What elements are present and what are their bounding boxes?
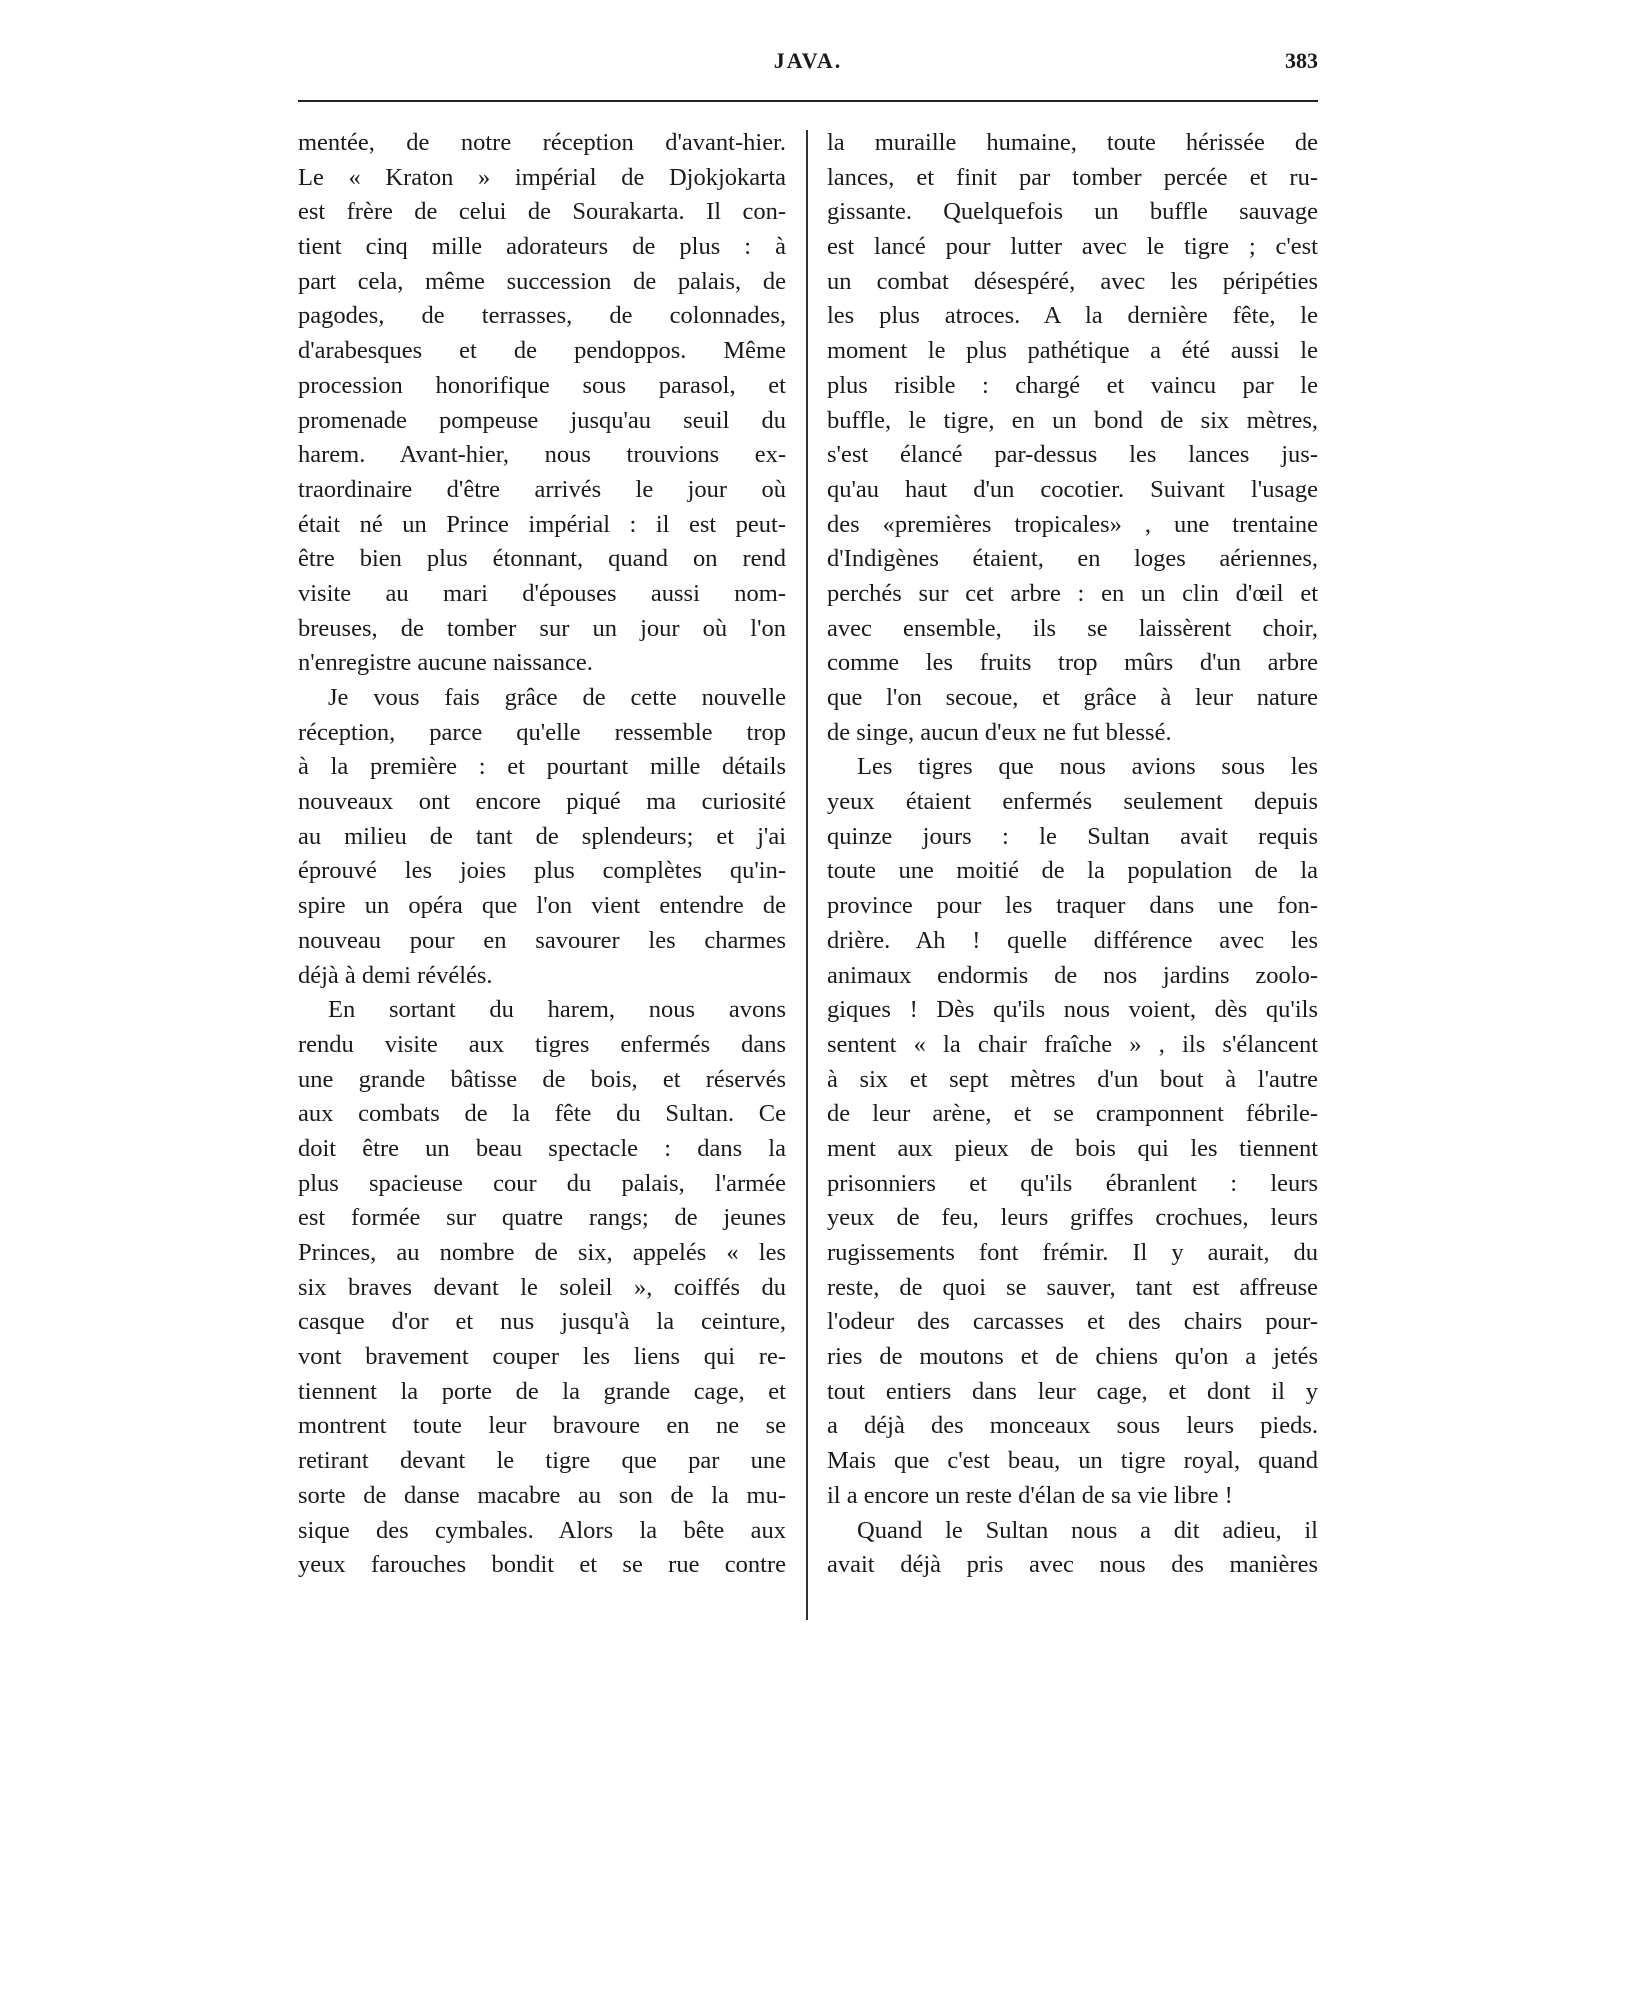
text-line: la muraille humaine, toute hérissée de xyxy=(827,129,1318,156)
text-line: drière. Ah ! quelle différence avec les xyxy=(827,926,1318,954)
text-line: gissante. Quelquefois un buffle sauvage xyxy=(827,198,1318,226)
text-line: les plus atroces. A la dernière fête, le xyxy=(827,302,1318,330)
text-line: doit être un beau spectacle : dans la xyxy=(298,1134,786,1162)
text-line: province pour les traquer dans une fon- xyxy=(827,892,1318,920)
text-line: au milieu de tant de splendeurs; et j'ai xyxy=(298,822,786,850)
text-line: ries de moutons et de chiens qu'on a jetés xyxy=(827,1343,1318,1371)
text-line: est lancé pour lutter avec le tigre ; c'est xyxy=(827,233,1318,261)
text-line: yeux farouches bondit et se rue contre xyxy=(298,1551,786,1579)
text-line: animaux endormis de nos jardins zoolo- xyxy=(827,961,1318,989)
text-line: Princes, au nombre de six, appelés « les xyxy=(298,1239,786,1266)
text-line: sentent « la chair fraîche » , ils s'élancent xyxy=(827,1030,1318,1058)
text-line: tient cinq mille adorateurs de plus : à xyxy=(298,233,786,261)
text-line: une grande bâtisse de bois, et réservés xyxy=(298,1065,786,1093)
text-line: moment le plus pathétique a été aussi le xyxy=(827,337,1318,365)
text-line: En sortant du harem, nous avons xyxy=(328,996,786,1024)
text-line: prisonniers et qu'ils ébranlent : leurs xyxy=(827,1169,1318,1197)
text-line: que l'on secoue, et grâce à leur nature xyxy=(827,684,1318,711)
text-line: à six et sept mètres d'un bout à l'autre xyxy=(827,1065,1318,1093)
text-line: qu'au haut d'un cocotier. Suivant l'usage xyxy=(827,475,1318,503)
text-line: montrent toute leur bravoure en ne se xyxy=(298,1412,786,1440)
text-line: Le « Kraton » impérial de Djokjokarta xyxy=(298,163,786,191)
column-divider xyxy=(806,130,808,1620)
text-line: ment aux pieux de bois qui les tiennent xyxy=(827,1134,1318,1162)
text-line: avait déjà pris avec nous des manières xyxy=(827,1551,1318,1579)
right-column xyxy=(827,126,1318,1583)
text-line: réception, parce qu'elle ressemble trop xyxy=(298,718,786,746)
text-line: toute une moitié de la population de la xyxy=(827,857,1318,885)
text-line: est formée sur quatre rangs; de jeunes xyxy=(298,1204,786,1232)
text-line: Je vous fais grâce de cette nouvelle xyxy=(328,684,786,711)
text-line: quinze jours : le Sultan avait requis xyxy=(827,822,1318,850)
text-line: sorte de danse macabre au son de la mu- xyxy=(298,1481,786,1509)
text-line: s'est élancé par-dessus les lances jus- xyxy=(827,441,1318,469)
text-line: Quand le Sultan nous a dit adieu, il xyxy=(857,1516,1318,1544)
text-line: pagodes, de terrasses, de colonnades, xyxy=(298,302,786,330)
text-line: était né un Prince impérial : il est peut- xyxy=(298,510,786,538)
text-line: plus risible : chargé et vaincu par le xyxy=(827,371,1318,399)
text-line: retirant devant le tigre que par une xyxy=(298,1447,786,1475)
text-line: vont bravement couper les liens qui re- xyxy=(298,1343,786,1371)
text-line: d'Indigènes étaient, en loges aériennes, xyxy=(827,545,1318,573)
text-line: tout entiers dans leur cage, et dont il y xyxy=(827,1377,1318,1405)
text-line: visite au mari d'épouses aussi nom- xyxy=(298,579,786,607)
text-line: promenade pompeuse jusqu'au seuil du xyxy=(298,406,786,434)
text-line: l'odeur des carcasses et des chairs pour- xyxy=(827,1308,1318,1336)
text-line: breuses, de tomber sur un jour où l'on xyxy=(298,614,786,642)
running-head xyxy=(298,42,1318,82)
running-title: JAVA. xyxy=(773,48,843,73)
text-line: mentée, de notre réception d'avant-hier. xyxy=(298,129,786,156)
text-line: sique des cymbales. Alors la bête aux xyxy=(298,1516,786,1544)
text-line: nouveaux ont encore piqué ma curiosité xyxy=(298,788,786,816)
left-column xyxy=(298,126,786,1583)
text-line: être bien plus étonnant, quand on rend xyxy=(298,545,786,573)
text-line: giques ! Dès qu'ils nous voient, dès qu'ils xyxy=(827,996,1318,1024)
text-line: casque d'or et nus jusqu'à la ceinture, xyxy=(298,1308,786,1336)
text-line: de singe, aucun d'eux ne fut blessé. xyxy=(827,718,1172,746)
text-line: six braves devant le soleil », coiffés du xyxy=(298,1273,786,1301)
text-line: lances, et finit par tomber percée et ru- xyxy=(827,163,1318,191)
text-line: n'enregistre aucune naissance. xyxy=(298,649,593,677)
text-line: comme les fruits trop mûrs d'un arbre xyxy=(827,649,1318,677)
text-line: yeux de feu, leurs griffes crochues, leurs xyxy=(827,1204,1318,1232)
text-line: avec ensemble, ils se laissèrent choir, xyxy=(827,614,1318,642)
page-number: 383 xyxy=(1285,48,1318,73)
text-line: reste, de quoi se sauver, tant est affreuse xyxy=(827,1273,1318,1301)
text-line: harem. Avant-hier, nous trouvions ex- xyxy=(298,441,786,469)
text-line: un combat désespéré, avec les péripéties xyxy=(827,267,1318,295)
text-line: aux combats de la fête du Sultan. Ce xyxy=(298,1100,786,1128)
text-line: traordinaire d'être arrivés le jour où xyxy=(298,475,786,503)
text-line: il a encore un reste d'élan de sa vie libre ! xyxy=(827,1481,1233,1509)
text-line: procession honorifique sous parasol, et xyxy=(298,371,786,399)
text-line: de leur arène, et se cramponnent fébrile- xyxy=(827,1100,1318,1128)
text-line: des «premières tropicales» , une trentaine xyxy=(827,510,1318,538)
text-line: yeux étaient enfermés seulement depuis xyxy=(827,788,1318,816)
text-line: plus spacieuse cour du palais, l'armée xyxy=(298,1169,786,1197)
text-line: a déjà des monceaux sous leurs pieds. xyxy=(827,1412,1318,1440)
header-rule xyxy=(298,100,1318,102)
text-line: est frère de celui de Sourakarta. Il con- xyxy=(298,198,786,226)
text-line: rendu visite aux tigres enfermés dans xyxy=(298,1030,786,1058)
text-line: tiennent la porte de la grande cage, et xyxy=(298,1377,786,1405)
text-line: buffle, le tigre, en un bond de six mètres, xyxy=(827,406,1318,434)
text-line: Mais que c'est beau, un tigre royal, quand xyxy=(827,1447,1318,1475)
text-line: à la première : et pourtant mille détails xyxy=(298,753,786,781)
text-line: rugissements font frémir. Il y aurait, du xyxy=(827,1239,1318,1266)
text-line: nouveau pour en savourer les charmes xyxy=(298,926,786,954)
text-line: part cela, même succession de palais, de xyxy=(298,267,786,295)
text-line: d'arabesques et de pendoppos. Même xyxy=(298,337,786,365)
text-line: spire un opéra que l'on vient entendre de xyxy=(298,892,786,920)
text-line: déjà à demi révélés. xyxy=(298,961,493,989)
text-line: perchés sur cet arbre : en un clin d'œil et xyxy=(827,579,1318,607)
text-line: éprouvé les joies plus complètes qu'in- xyxy=(298,857,786,885)
text-line: Les tigres que nous avions sous les xyxy=(857,753,1318,781)
